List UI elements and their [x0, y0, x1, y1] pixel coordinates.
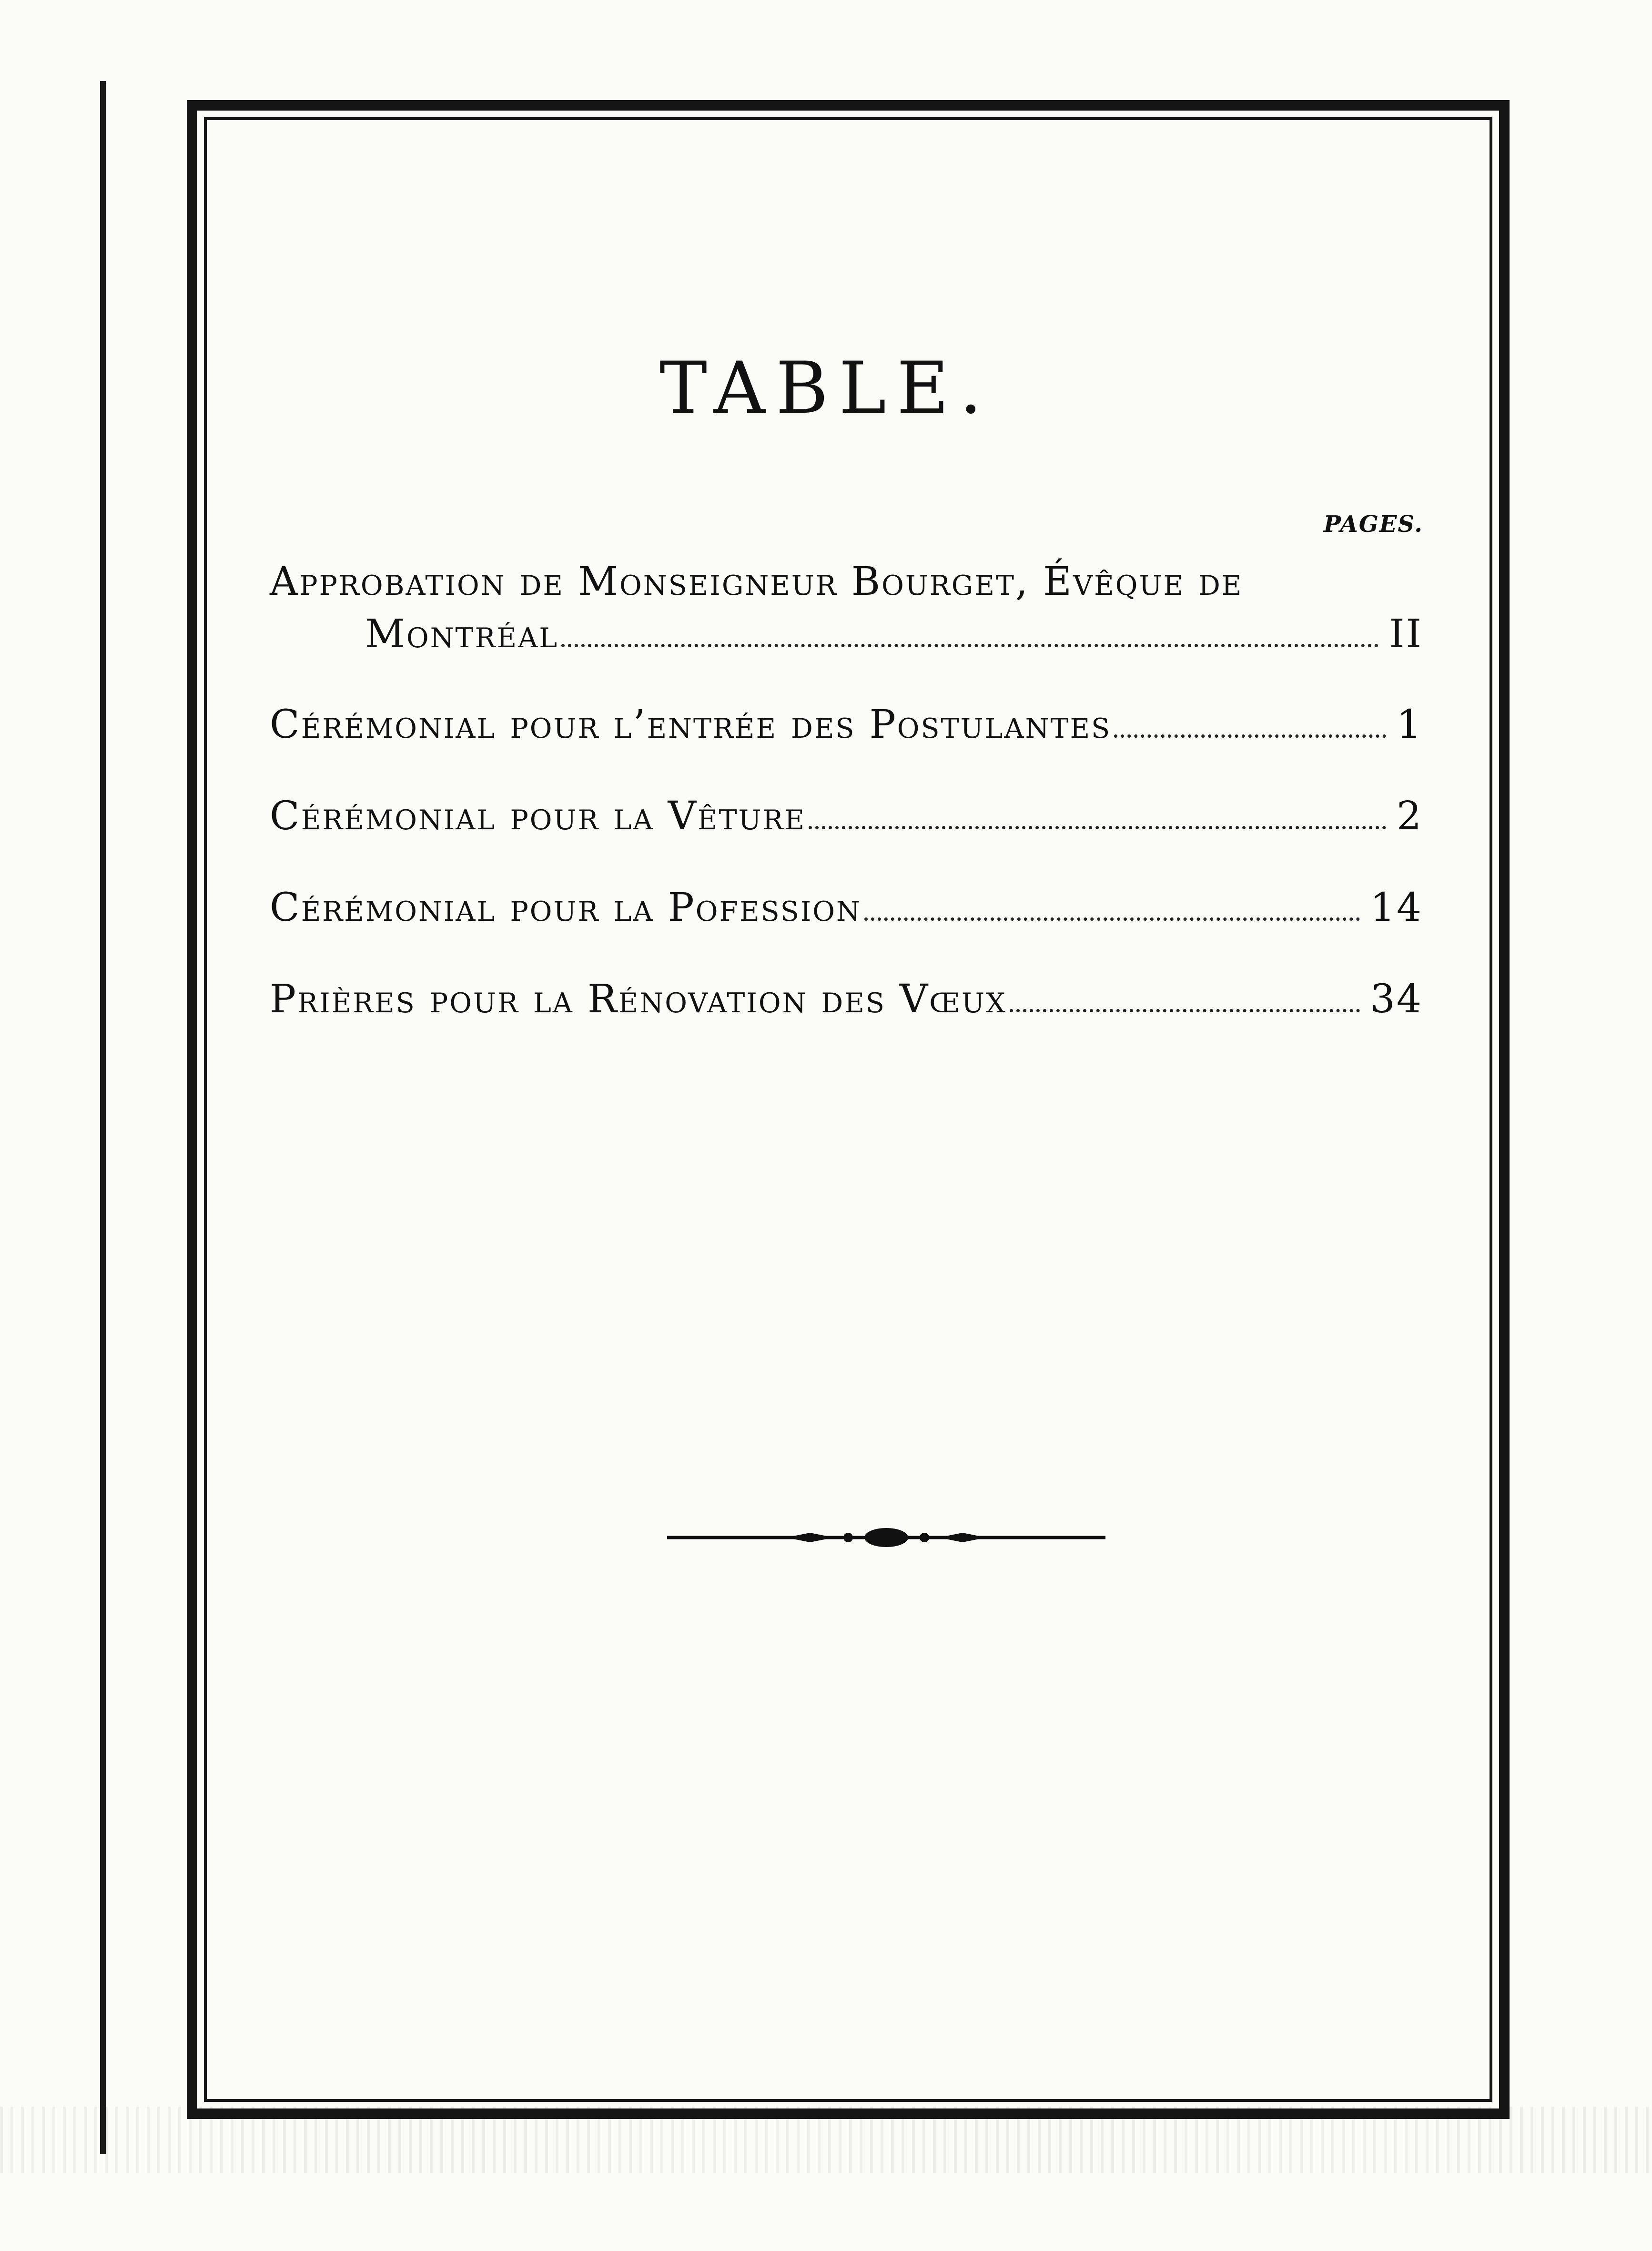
toc-page-number: 34: [1370, 977, 1423, 1022]
fleuron-rule-icon: [667, 1523, 1105, 1552]
toc-entry-title: Cérémonial pour la Vêture: [270, 794, 806, 839]
toc-entry[interactable]: [270, 559, 1423, 667]
toc-entry-title: Cérémonial pour l’entrée des Postulantes: [270, 702, 1112, 747]
toc-entry-title: Cérémonial pour la Pofession: [270, 885, 861, 930]
table-of-contents: [270, 559, 1423, 1032]
page-title: TABLE.: [659, 347, 993, 430]
toc-page-number: 14: [1370, 885, 1423, 930]
dot-leader: [1114, 734, 1386, 738]
dot-leader: [1010, 1009, 1360, 1012]
toc-entry-title-continued: Montréal: [365, 611, 559, 657]
toc-entry-line: [270, 885, 1423, 941]
toc-page-number: II: [1389, 611, 1423, 657]
toc-page-number: 2: [1396, 794, 1423, 839]
pages-column-heading: PAGES.: [1323, 511, 1423, 538]
toc-entry-line: [270, 794, 1423, 849]
dot-leader: [809, 826, 1386, 829]
toc-entry-line: [270, 702, 1423, 758]
toc-entry[interactable]: [270, 885, 1423, 941]
toc-entry[interactable]: [270, 977, 1423, 1032]
toc-entry-line: [270, 977, 1423, 1032]
toc-entry[interactable]: [270, 702, 1423, 758]
dot-leader: [864, 917, 1360, 921]
toc-entry-line: [270, 611, 1423, 667]
toc-entry-line: [270, 559, 1423, 615]
toc-entry-title: Prières pour la Rénovation des Vœux: [270, 977, 1007, 1022]
toc-page-number: 1: [1396, 702, 1423, 747]
toc-entry-title: Approbation de Monseigneur Bourget, Évêque de: [270, 559, 1243, 604]
dot-leader: [561, 644, 1378, 647]
toc-entry[interactable]: [270, 794, 1423, 849]
